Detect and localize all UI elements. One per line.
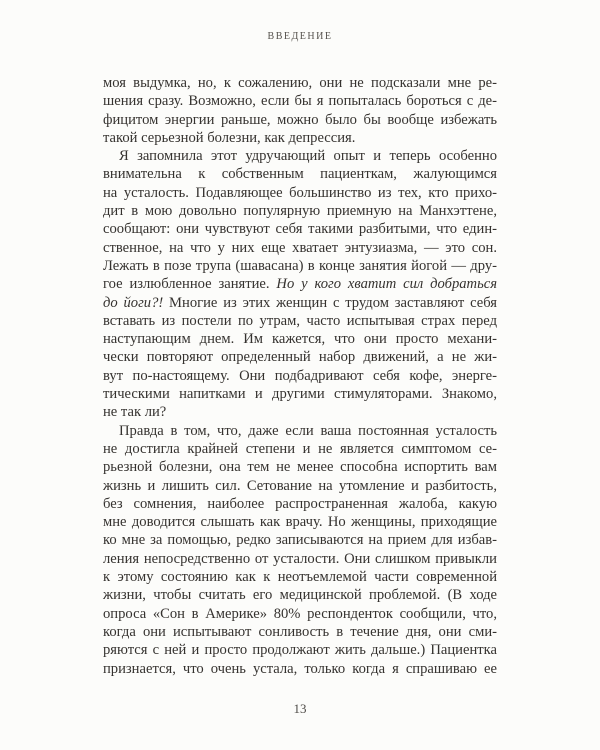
- text-line: [103, 422, 497, 440]
- text-line: [103, 239, 497, 257]
- text-line: [103, 294, 497, 312]
- text-line: [103, 92, 497, 110]
- text-segment: такой серьезной болезни, как депрессия.: [103, 129, 356, 146]
- text-line: [103, 129, 497, 147]
- text-segment: не так ли?: [103, 404, 167, 421]
- text-segment: жизни, чтобы считать его медицинской проблемой. (В ходе: [103, 587, 497, 604]
- text-line: [103, 513, 497, 531]
- text-line: [103, 403, 497, 421]
- text-segment: рьезной болезни, она тем не менее способна испортить вам: [103, 459, 497, 476]
- text-line: [103, 184, 497, 202]
- text-line: [103, 312, 497, 330]
- text-segment: мне доводится слышать как врачу. Но женщины, приходящие: [103, 514, 497, 531]
- text-segment: тическими напитками и другими стимуляторами. Знакомо,: [103, 386, 497, 403]
- text-segment: фицитом энергии раньше, можно было бы вообще избежать: [103, 111, 497, 128]
- text-line: [103, 531, 497, 549]
- body-text: [103, 74, 497, 678]
- text-line: [103, 367, 497, 385]
- text-line: [103, 330, 497, 348]
- italic-text-segment: Но у кого хватит сил добраться: [276, 276, 497, 293]
- text-segment: ления непосредственно от усталости. Они слишком привыкли: [103, 550, 497, 567]
- text-segment: опроса «Сон в Америке» 80% респонденток сообщили, что,: [103, 605, 497, 622]
- text-segment: Многие из этих женщин с трудом заставляют себя: [169, 294, 498, 311]
- text-segment: без сомнения, наиболее распространенная жалоба, какую: [103, 495, 497, 512]
- text-line: [103, 147, 497, 165]
- text-segment: Я запомнила этот удручающий опыт и теперь особенно: [119, 148, 497, 165]
- text-segment: Правда в том, что, даже если ваша постоянная усталость: [119, 422, 497, 439]
- text-segment: шения сразу. Возможно, если бы я попыталась бороться с де-: [103, 93, 497, 110]
- text-segment: к этому состоянию как к неотъемлемой части современной: [103, 569, 497, 586]
- text-segment: наступающим днем. Им кажется, что они просто механи-: [103, 331, 497, 348]
- text-segment: Лежать в позе трупа (шавасана) в конце занятия йогой — дру-: [103, 257, 497, 274]
- text-line: [103, 165, 497, 183]
- text-line: [103, 202, 497, 220]
- text-line: [103, 641, 497, 659]
- text-segment: жизнь и лишить сил. Сетование на утомление и разбитость,: [103, 477, 497, 494]
- text-line: [103, 550, 497, 568]
- text-line: [103, 605, 497, 623]
- running-header: ВВЕДЕНИЕ: [267, 31, 333, 42]
- text-segment: сообщают: они чувствуют себя такими разбитыми, что един-: [103, 221, 497, 238]
- text-line: [103, 257, 497, 275]
- text-segment: признается, что очень устала, только когда я спрашиваю ее: [103, 660, 497, 677]
- text-segment: ряются с ней и просто продолжают жить дальше.) Пациентка: [103, 642, 497, 659]
- text-line: [103, 477, 497, 495]
- text-segment: моя выдумка, но, к сожалению, они не подсказали мне ре-: [103, 75, 497, 91]
- text-line: [103, 440, 497, 458]
- text-line: [103, 275, 497, 293]
- text-segment: ко мне за помощью, редко записываются на прием для избав-: [103, 532, 497, 549]
- text-line: [103, 111, 497, 129]
- text-segment: не достигла крайней степени и не является симптомом се-: [103, 440, 497, 457]
- text-segment: дит в мою довольно популярную приемную на Манхэттене,: [103, 203, 497, 220]
- text-line: [103, 660, 497, 678]
- text-line: [103, 74, 497, 92]
- text-line: [103, 495, 497, 513]
- text-line: [103, 586, 497, 604]
- text-line: [103, 458, 497, 476]
- text-segment: чески повторяют определенный набор движений, а не жи-: [103, 349, 497, 366]
- text-line: [103, 385, 497, 403]
- text-segment: гое излюбленное занятие.: [103, 276, 277, 293]
- italic-text-segment: до йоги?!: [103, 294, 170, 311]
- text-segment: вут по-настоящему. Они подбадривают себя кофе, энерге-: [103, 367, 497, 384]
- text-segment: когда они испытывают сонливость в течение дня, они сми-: [103, 623, 497, 640]
- text-segment: на усталость. Подавляющее большинство из тех, кто прихо-: [103, 184, 497, 201]
- text-segment: внимательна к собственным пациенткам, жалующимся: [103, 166, 497, 183]
- text-line: [103, 623, 497, 641]
- text-segment: вставать из постели по утрам, часто испытывая страх перед: [103, 312, 497, 329]
- text-line: [103, 568, 497, 586]
- text-line: [103, 348, 497, 366]
- text-line: [103, 220, 497, 238]
- page-number: 13: [293, 701, 307, 716]
- text-segment: ственное, на что у них еще хватает энтузиазма, — это сон.: [103, 239, 497, 256]
